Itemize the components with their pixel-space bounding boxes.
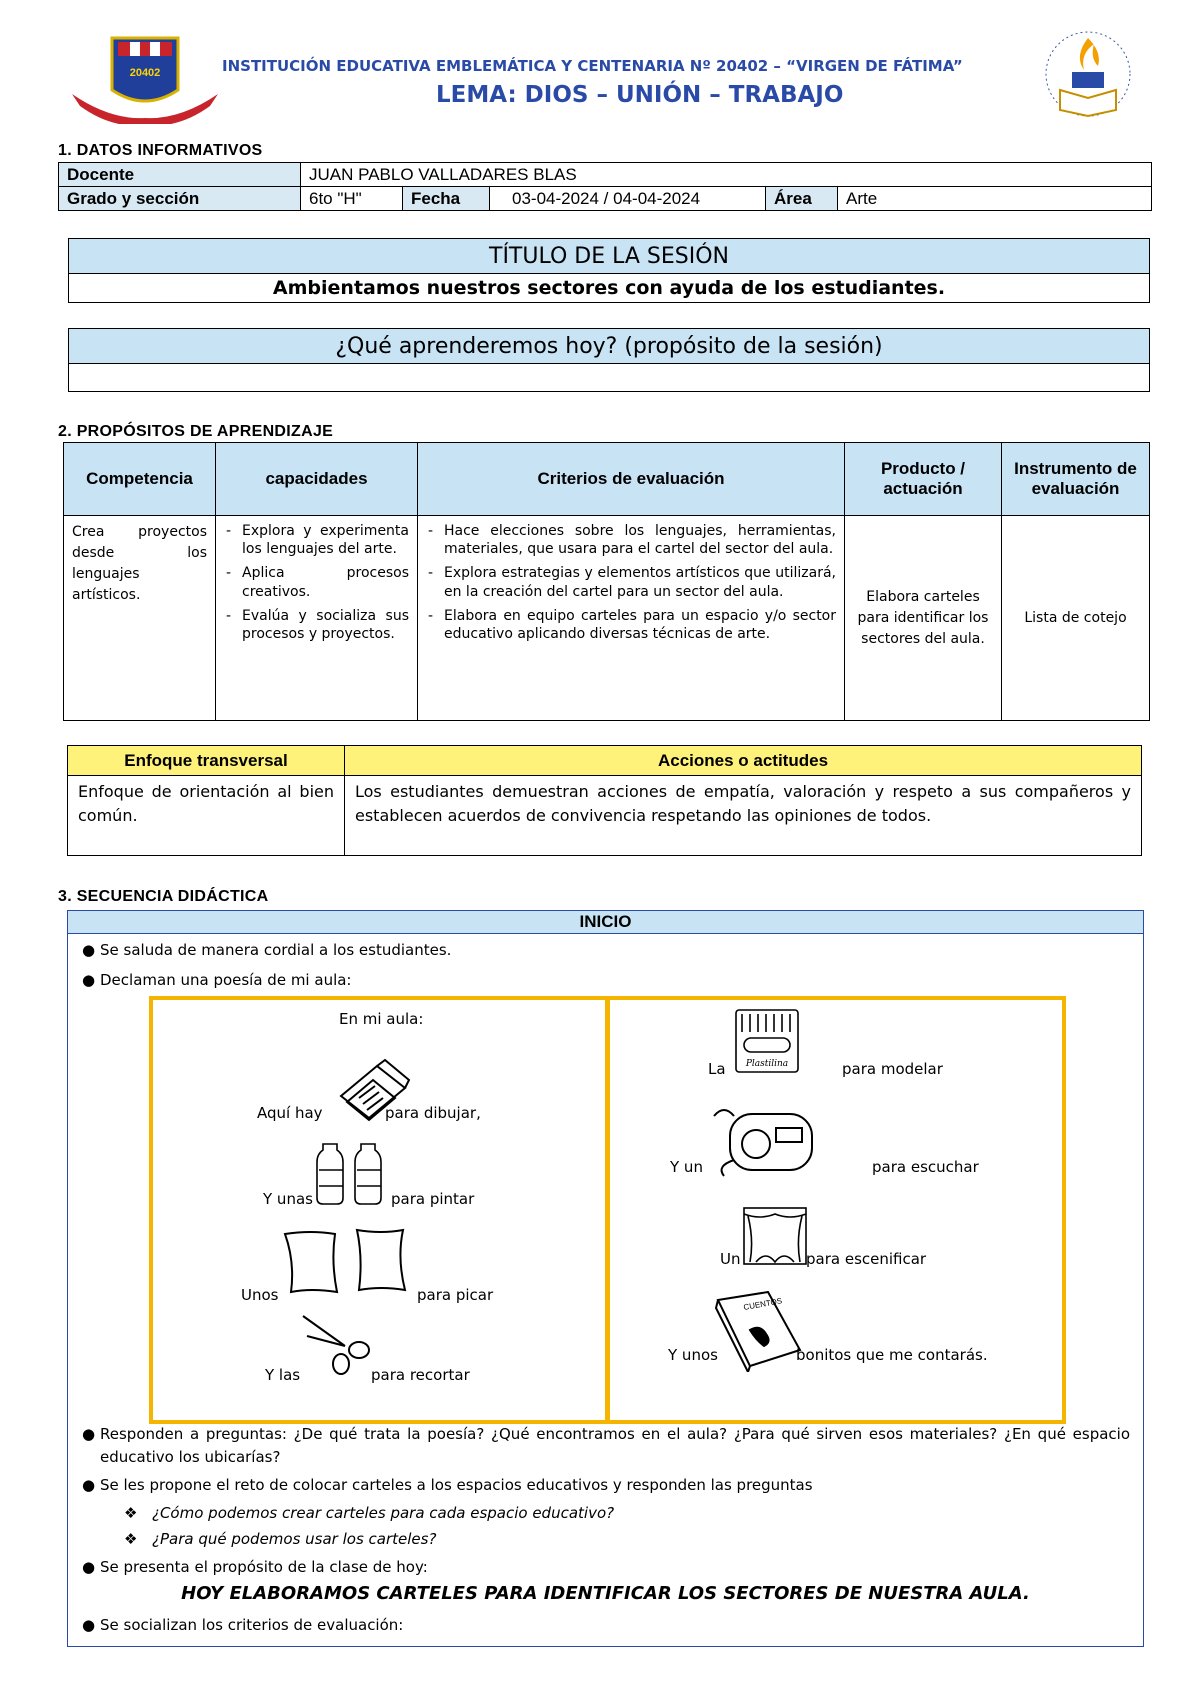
area-value: Arte (838, 187, 1152, 211)
fecha-value: 03-04-2024 / 04-04-2024 (490, 187, 766, 211)
bullet-icon: ● (82, 1616, 96, 1634)
poem-line: para modelar (842, 1060, 943, 1078)
poem-line: para dibujar, (385, 1104, 481, 1122)
criterio-item: - Explora estrategias y elementos artísticos que utilizará, en la creación del cartel para un sector del aula. (444, 564, 836, 600)
bullet-icon: ● (82, 1558, 96, 1576)
enfoque-header: Enfoque transversal (68, 746, 345, 776)
criterio-item: - Hace elecciones sobre los lenguajes, herramientas, materiales, que usara para el cartel del sector del aula. (444, 522, 836, 558)
header-capacidades: capacidades (216, 443, 418, 516)
capacidad-item: - Aplica procesos creativos. (242, 564, 409, 600)
poem-line: para picar (417, 1286, 494, 1304)
section3-title: 3. SECUENCIA DIDÁCTICA (58, 888, 269, 905)
enfoque-value: Enfoque de orientación al bien común. (68, 776, 345, 856)
institution-name: INSTITUCIÓN EDUCATIVA EMBLEMÁTICA Y CENTENARIA Nº 20402 – “VIRGEN DE FÁTIMA” (222, 57, 963, 75)
producto-cell: Elabora carteles para identificar los sectores del aula. (845, 516, 1002, 721)
instrumento-cell: Lista de cotejo (1002, 516, 1150, 721)
poem-line: Y las (265, 1366, 301, 1384)
plasticine-box-icon (732, 1006, 802, 1081)
poem-line: Un (720, 1250, 741, 1268)
poem-line: bonitos que me contarás. (796, 1346, 988, 1364)
school-logo-left (70, 32, 220, 124)
svg-text:CUENTOS: CUENTOS (742, 1296, 783, 1312)
acciones-value: Los estudiantes demuestran acciones de empatía, valoración y respeto a sus compañeros y establecen acuerdos de convivencia respetando las opiniones de todos. (345, 776, 1142, 856)
capacidades-cell (216, 516, 418, 721)
docente-value: JUAN PABLO VALLADARES BLAS (301, 163, 1152, 187)
diamond-bullet-icon: ❖ (124, 1530, 138, 1548)
purpose-value (69, 364, 1150, 392)
acciones-header: Acciones o actitudes (345, 746, 1142, 776)
poem-line: para recortar (371, 1366, 470, 1384)
bullet-icon: ● (82, 971, 96, 989)
session-title-value: Ambientamos nuestros sectores con ayuda de los estudiantes. (69, 274, 1150, 303)
docente-label: Docente (59, 163, 301, 187)
purposes-table (63, 442, 1150, 721)
area-label: Área (766, 187, 838, 211)
sub-item: ❖ ¿Cómo podemos crear carteles para cada espacio educativo? (152, 1502, 614, 1525)
poem-line: Y unos (668, 1346, 718, 1364)
session-title-box (68, 238, 1150, 303)
poem-title: En mi aula: (339, 1010, 424, 1028)
bullet-icon: ● (82, 941, 96, 959)
paint-bottles-icon (313, 1130, 393, 1215)
section1-title: 1. DATOS INFORMATIVOS (58, 142, 263, 159)
school-logo-right (1040, 30, 1136, 120)
poem-line: Unos (241, 1286, 279, 1304)
competencia-cell: Crea proyectos desde los lenguajes artísticos. (64, 516, 216, 721)
storybook-icon (710, 1290, 806, 1377)
bullet-item: ● Se les propone el reto de colocar carteles a los espacios educativos y responden las preguntas (100, 1474, 1120, 1497)
poem-line: La (708, 1060, 726, 1078)
diamond-bullet-icon: ❖ (124, 1504, 138, 1522)
criterios-cell (418, 516, 845, 721)
purpose-box (68, 328, 1150, 392)
capacidad-item: - Explora y experimenta los lenguajes del arte. (242, 522, 409, 558)
bullet-item: ● Responden a preguntas: ¿De qué trata la poesía? ¿Qué encontramos en el aula? ¿Para qué sirven esos materiales? ¿En qué espacio educativo los ubicarías? (82, 1425, 1130, 1466)
poem-line: para pintar (391, 1190, 475, 1208)
header-criterios: Criterios de evaluación (418, 443, 845, 516)
svg-text:20402: 20402 (129, 67, 161, 79)
poem-line: Y un (670, 1158, 703, 1176)
bullet-item: ● Se saluda de manera cordial a los estudiantes. (100, 939, 1120, 962)
info-table (58, 162, 1152, 211)
session-title-label: TÍTULO DE LA SESIÓN (69, 239, 1150, 274)
bullet-icon: ● (82, 1476, 96, 1494)
poem-line: Aquí hay (257, 1104, 323, 1122)
motto: LEMA: DIOS – UNIÓN – TRABAJO (436, 82, 844, 108)
poem-line: Y unas (263, 1190, 313, 1208)
bullet-item: ● Se presenta el propósito de la clase de hoy: (100, 1556, 1120, 1579)
purpose-label: ¿Qué aprenderemos hoy? (propósito de la sesión) (69, 329, 1150, 364)
poem-line: para escuchar (872, 1158, 979, 1176)
sequence-box (67, 910, 1144, 1647)
svg-text:Plastilina: Plastilina (745, 1059, 789, 1069)
scissors-icon (301, 1306, 381, 1381)
radio-icon (706, 1100, 816, 1185)
bullet-item: ● Declaman una poesía de mi aula: (100, 969, 1120, 992)
paper-sheets-icon (281, 1228, 411, 1303)
enfoque-table (67, 745, 1142, 856)
grado-label: Grado y sección (59, 187, 301, 211)
header-competencia: Competencia (64, 443, 216, 516)
class-purpose: HOY ELABORAMOS CARTELES PARA IDENTIFICAR LOS SECTORES DE NUESTRA AULA. (181, 1583, 1030, 1604)
theater-stage-icon (742, 1206, 808, 1271)
criterio-item: - Elabora en equipo carteles para un espacio y/o sector educativo aplicando diversas técnicas de arte. (444, 607, 836, 643)
grado-value: 6to "H" (301, 187, 403, 211)
poem-left-box (149, 996, 609, 1424)
fecha-label: Fecha (403, 187, 490, 211)
section2-title: 2. PROPÓSITOS DE APRENDIZAJE (58, 423, 334, 440)
poem-line: para escenificar (806, 1250, 927, 1268)
bullet-icon: ● (82, 1425, 96, 1443)
capacidad-item: - Evalúa y socializa sus procesos y proyectos. (242, 607, 409, 643)
sub-item: ❖ ¿Para qué podemos usar los carteles? (152, 1528, 436, 1551)
bullet-item: ● Se socializan los criterios de evaluación: (100, 1614, 1120, 1637)
inicio-header: INICIO (68, 911, 1143, 934)
header-producto: Producto / actuación (845, 443, 1002, 516)
header-instrumento: Instrumento de evaluación (1002, 443, 1150, 516)
poem-right-box (606, 996, 1066, 1424)
